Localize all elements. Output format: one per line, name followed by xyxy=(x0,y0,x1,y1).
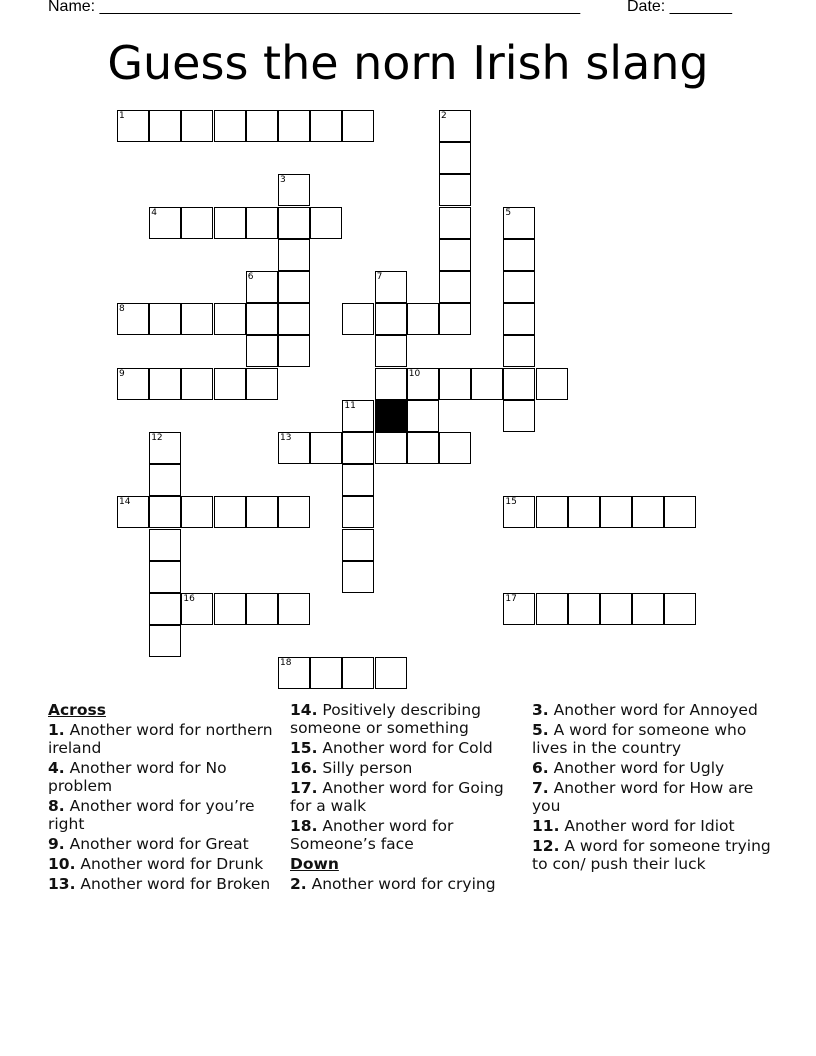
grid-cell[interactable] xyxy=(214,496,246,528)
grid-cell[interactable] xyxy=(439,142,471,174)
clue-number: 6. xyxy=(532,759,549,777)
clue-number-16: 16 xyxy=(183,594,195,604)
clue-number-6: 6 xyxy=(247,272,254,282)
clue-item xyxy=(532,721,772,757)
clue-number: 1. xyxy=(48,721,65,739)
grid-cell[interactable] xyxy=(439,271,471,303)
clue-number-1: 1 xyxy=(119,111,125,121)
clue-number-2: 2 xyxy=(441,111,447,121)
clue-number: 12. xyxy=(532,837,560,855)
grid-cell[interactable] xyxy=(181,303,213,335)
clue-number: 10. xyxy=(48,855,76,873)
clue-item xyxy=(290,817,522,853)
grid-cell[interactable] xyxy=(246,496,278,528)
grid-cell[interactable] xyxy=(536,593,568,625)
clue-text: Another word for Someone’s face xyxy=(290,817,454,853)
grid-cell[interactable] xyxy=(310,432,342,464)
grid-cell[interactable] xyxy=(375,432,407,464)
clue-text: Another word for Going for a walk xyxy=(290,779,504,815)
grid-cell[interactable] xyxy=(407,303,439,335)
grid-cell[interactable] xyxy=(149,496,181,528)
grid-cell[interactable] xyxy=(214,593,246,625)
clue-number-5: 5 xyxy=(505,207,512,218)
clue-text: A word for someone trying to con/ push their luck xyxy=(532,837,771,873)
grid-cell[interactable] xyxy=(632,496,664,528)
clue-number: 15. xyxy=(290,739,318,757)
grid-cell[interactable] xyxy=(246,368,278,400)
clue-text: Another word for crying xyxy=(306,875,496,893)
clue-number: 8. xyxy=(48,797,65,815)
name-field[interactable]: Name: ______________________________________________________ xyxy=(48,0,581,15)
clue-number-7: 7 xyxy=(376,272,383,282)
clue-text: Another word for Cold xyxy=(317,739,493,757)
grid-cell[interactable] xyxy=(407,432,439,464)
clue-number-15: 15 xyxy=(505,497,517,508)
grid-cell[interactable] xyxy=(439,432,471,464)
clue-text: Another word for you’re right xyxy=(48,797,255,833)
grid-cell[interactable] xyxy=(278,207,310,239)
clue-text: Another word for Idiot xyxy=(559,817,735,835)
clue-item xyxy=(290,759,522,777)
puzzle-title: Guess the norn Irish slang xyxy=(107,36,709,90)
clue-text: Another word for Broken xyxy=(75,875,271,893)
grid-cell[interactable] xyxy=(342,110,374,142)
grid-cell[interactable] xyxy=(246,207,278,239)
grid-cell[interactable] xyxy=(503,368,535,400)
clue-text: Another word for Great xyxy=(64,835,249,853)
clue-item xyxy=(532,701,772,719)
clue-item xyxy=(48,835,280,853)
date-field[interactable]: Date: _______ xyxy=(627,0,732,15)
grid-cell[interactable] xyxy=(149,529,181,561)
grid-cell[interactable] xyxy=(214,207,246,239)
clue-text: Silly person xyxy=(317,759,413,777)
grid-cell[interactable] xyxy=(342,432,374,464)
clue-number-13: 13 xyxy=(280,433,292,443)
clue-text: A word for someone who lives in the country xyxy=(532,721,747,757)
grid-cell-blocked xyxy=(375,400,407,432)
clue-number: 18. xyxy=(290,817,318,835)
grid-cell[interactable] xyxy=(181,207,213,239)
grid-cell[interactable] xyxy=(181,496,213,528)
grid-cell[interactable] xyxy=(278,335,310,367)
grid-cell[interactable] xyxy=(600,496,632,528)
grid-cell[interactable] xyxy=(181,110,213,142)
clue-item xyxy=(532,759,772,777)
clue-number: 2. xyxy=(290,875,307,893)
clue-item xyxy=(532,817,772,835)
grid-cell[interactable] xyxy=(536,368,568,400)
clue-number-8: 8 xyxy=(119,304,125,315)
clue-text: Another word for northern ireland xyxy=(48,721,273,757)
clue-number-11: 11 xyxy=(344,400,356,411)
clue-number-17: 17 xyxy=(505,594,517,604)
clues-column-3 xyxy=(532,701,772,875)
clue-number: 17. xyxy=(290,779,318,797)
grid-cell[interactable] xyxy=(149,110,181,142)
grid-cell[interactable] xyxy=(375,303,407,335)
grid-cell[interactable] xyxy=(342,561,374,593)
clue-number-9: 9 xyxy=(119,368,125,379)
grid-cell[interactable] xyxy=(342,657,374,689)
grid-cell[interactable] xyxy=(503,239,535,271)
grid-cell[interactable] xyxy=(375,335,407,367)
clue-number: 7. xyxy=(532,779,549,797)
clue-item xyxy=(290,701,522,737)
grid-cell[interactable] xyxy=(503,335,535,367)
clue-number-10: 10 xyxy=(408,368,421,379)
grid-cell[interactable] xyxy=(149,464,181,496)
grid-cell[interactable] xyxy=(503,400,535,432)
clue-number: 3. xyxy=(532,701,549,719)
grid-cell[interactable] xyxy=(664,496,696,528)
grid-cell[interactable] xyxy=(246,110,278,142)
clue-item xyxy=(532,837,772,873)
clue-number-18: 18 xyxy=(280,658,292,669)
clue-text: Another word for No problem xyxy=(48,759,227,795)
clue-text: Another word for How are you xyxy=(532,779,754,815)
clue-number: 9. xyxy=(48,835,65,853)
grid-cell[interactable] xyxy=(246,593,278,625)
clues-column-1 xyxy=(48,701,280,895)
clue-item xyxy=(290,739,522,757)
grid-cell[interactable] xyxy=(342,496,374,528)
clue-text: Another word for Ugly xyxy=(548,759,725,777)
grid-cell[interactable] xyxy=(503,271,535,303)
grid-cell[interactable] xyxy=(536,496,568,528)
grid-cell[interactable] xyxy=(600,593,632,625)
clue-item xyxy=(290,875,522,893)
down-heading: Down xyxy=(290,855,339,873)
grid-cell[interactable] xyxy=(310,110,342,142)
clue-item xyxy=(48,875,280,893)
grid-cell[interactable] xyxy=(278,593,310,625)
grid-cell[interactable] xyxy=(375,657,407,689)
clue-text: Another word for Annoyed xyxy=(548,701,758,719)
clue-text: Positively describing someone or something xyxy=(290,701,482,737)
grid-cell[interactable] xyxy=(246,335,278,367)
grid-cell[interactable] xyxy=(181,368,213,400)
grid-cell[interactable] xyxy=(342,464,374,496)
grid-cell[interactable] xyxy=(632,593,664,625)
clue-number: 4. xyxy=(48,759,65,777)
grid-cell[interactable] xyxy=(149,625,181,657)
clue-number-12: 12 xyxy=(151,433,163,443)
clue-number-14: 14 xyxy=(119,497,131,508)
grid-cell[interactable] xyxy=(310,657,342,689)
grid-cell[interactable] xyxy=(439,207,471,239)
clue-number: 14. xyxy=(290,701,318,719)
grid-cell[interactable] xyxy=(568,496,600,528)
grid-cell[interactable] xyxy=(278,239,310,271)
clue-item xyxy=(290,779,522,815)
across-heading: Across xyxy=(48,701,106,719)
clue-number: 13. xyxy=(48,875,76,893)
grid-cell[interactable] xyxy=(342,303,374,335)
clue-list xyxy=(48,701,771,961)
grid-cell[interactable] xyxy=(214,303,246,335)
clue-item xyxy=(48,759,280,795)
clue-number: 16. xyxy=(290,759,318,777)
grid-cell[interactable] xyxy=(278,303,310,335)
grid-cell[interactable] xyxy=(310,207,342,239)
grid-cell[interactable] xyxy=(471,368,503,400)
grid-cell[interactable] xyxy=(278,496,310,528)
grid-cell[interactable] xyxy=(439,303,471,335)
grid-cell[interactable] xyxy=(278,271,310,303)
grid-cell[interactable] xyxy=(439,368,471,400)
clues-column-2 xyxy=(290,701,522,895)
grid-cell[interactable] xyxy=(342,529,374,561)
clue-item xyxy=(48,721,280,757)
grid-cell[interactable] xyxy=(149,303,181,335)
grid-cell[interactable] xyxy=(664,593,696,625)
clue-item xyxy=(48,797,280,833)
grid-cell[interactable] xyxy=(149,561,181,593)
grid-cell[interactable] xyxy=(149,368,181,400)
grid-cell[interactable] xyxy=(568,593,600,625)
grid-cell[interactable] xyxy=(278,110,310,142)
clue-number: 11. xyxy=(532,817,560,835)
grid-cell[interactable] xyxy=(503,303,535,335)
grid-cell[interactable] xyxy=(246,303,278,335)
clue-number-3: 3 xyxy=(280,175,286,186)
grid-cell[interactable] xyxy=(214,368,246,400)
grid-cell[interactable] xyxy=(439,239,471,271)
grid-cell[interactable] xyxy=(149,593,181,625)
clue-item xyxy=(532,779,772,815)
grid-cell[interactable] xyxy=(439,174,471,206)
grid-cell[interactable] xyxy=(375,368,407,400)
grid-cell[interactable] xyxy=(407,400,439,432)
grid-cell[interactable] xyxy=(214,110,246,142)
clue-text: Another word for Drunk xyxy=(75,855,264,873)
clue-number: 5. xyxy=(532,721,549,739)
clue-item xyxy=(48,855,280,873)
clue-number-4: 4 xyxy=(151,207,157,218)
